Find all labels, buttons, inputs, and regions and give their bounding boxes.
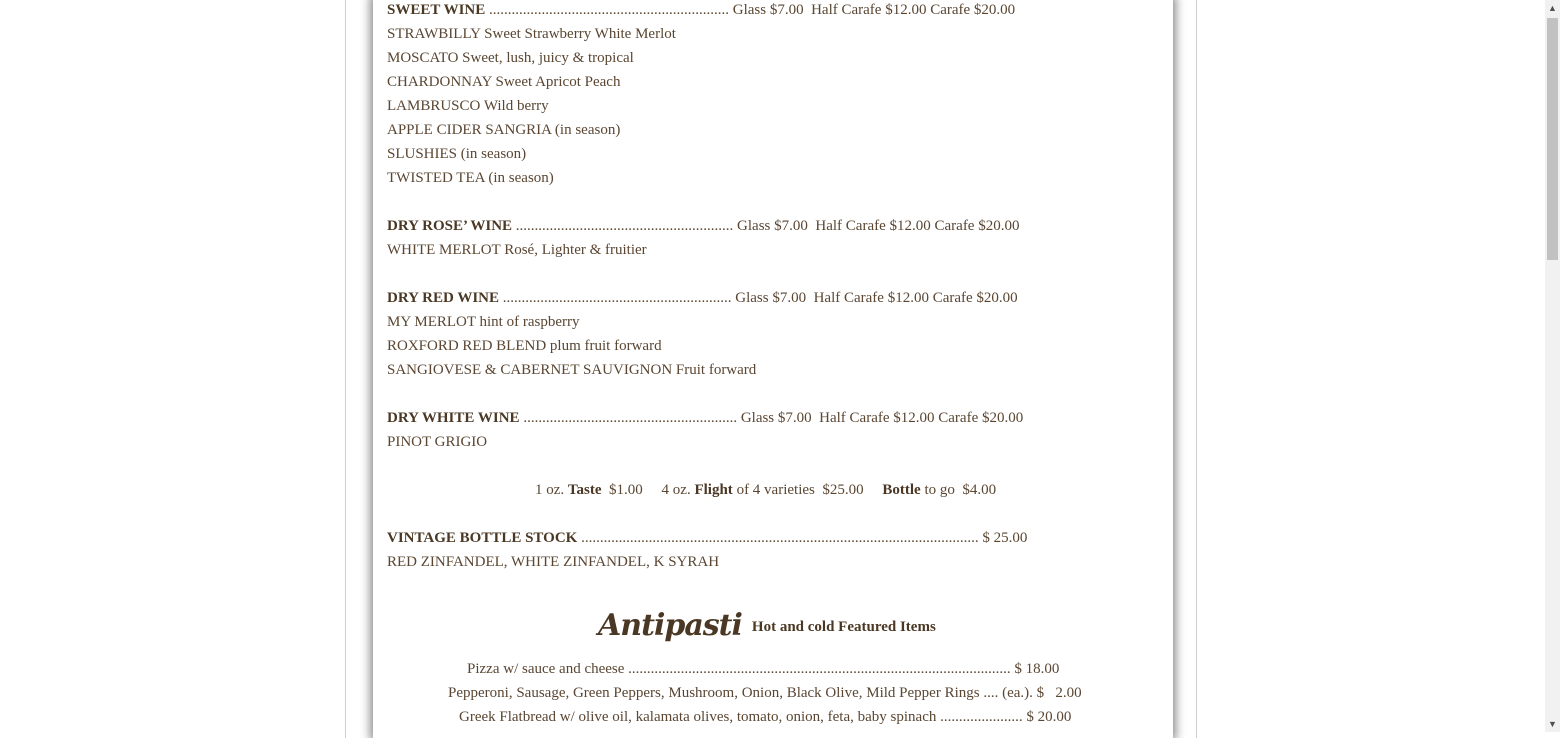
flight-price: of 4 varieties $25.00 [732, 482, 864, 498]
section-header-white-wine [387, 408, 1023, 428]
antipasti-subtitle: Hot and cold Featured Items [751, 619, 936, 635]
section-title: DRY ROSE’ WINE [387, 218, 513, 234]
menu-item: LAMBRUSCO Wild berry [387, 98, 549, 114]
menu-item: Pizza w/ sauce and cheese ...................................................................................................... $ 18.00 [467, 661, 1060, 677]
antipasti-script-title: Antipasti [598, 608, 742, 643]
leader-dots: .......................................................................................................... [581, 530, 979, 546]
menu-item: STRAWBILLY Sweet Strawberry White Merlot [387, 26, 676, 42]
vertical-scrollbar[interactable] [1545, 0, 1560, 732]
price-text: Glass $7.00 Half Carafe $12.00 Carafe $20.00 [735, 290, 1018, 306]
menu-item: SLUSHIES (in season) [387, 146, 527, 162]
section-title: DRY RED WINE [387, 290, 499, 306]
menu-item: TWISTED TEA (in season) [387, 170, 554, 186]
price-text: Glass $7.00 Half Carafe $12.00 Carafe $20.00 [737, 218, 1020, 234]
menu-item: CHARDONNAY Sweet Apricot Peach [387, 74, 621, 90]
scroll-up-icon[interactable]: ▲ [1548, 3, 1557, 13]
section-header-vintage [387, 528, 1027, 548]
section-title: VINTAGE BOTTLE STOCK [387, 530, 578, 546]
taste-price: $1.00 [601, 482, 643, 498]
menu-item: WHITE MERLOT Rosé, Lighter & fruitier [387, 242, 647, 258]
leader-dots: ................................................................ [489, 2, 729, 18]
section-header-rose-wine [387, 216, 1019, 236]
menu-item: ROXFORD RED BLEND plum fruit forward [387, 338, 662, 354]
price-text: Glass $7.00 Half Carafe $12.00 Carafe $20.00 [740, 410, 1024, 426]
flight-label: 4 oz. [661, 482, 695, 498]
bottle-bold: Bottle [882, 482, 921, 498]
menu-item: Greek Flatbread w/ olive oil, kalamata olives, tomato, onion, feta, baby spinach ...................... $ 20.00 [459, 709, 1072, 725]
menu-item: RED ZINFANDEL, WHITE ZINFANDEL, K SYRAH [387, 554, 720, 570]
scroll-thumb[interactable] [1547, 18, 1558, 260]
leader-dots: ............................................................. [502, 290, 732, 306]
taste-label: 1 oz. [535, 482, 568, 498]
section-header-red-wine [387, 288, 1018, 308]
leader-dots: .......................................................... [515, 218, 734, 234]
bottle-price: to go $4.00 [920, 482, 997, 498]
price-text: $ 25.00 [982, 530, 1028, 546]
menu-item: MOSCATO Sweet, lush, juicy & tropical [387, 50, 634, 66]
menu-item: APPLE CIDER SANGRIA (in season) [387, 122, 621, 138]
section-title: SWEET WINE [387, 2, 486, 18]
tasting-options [535, 480, 996, 500]
section-header-sweet-wine [387, 0, 1015, 20]
menu-item: Pepperoni, Sausage, Green Peppers, Mushroom, Onion, Black Olive, Mild Pepper Rings .... (ea.). $ 2.00 [448, 685, 1082, 701]
flight-bold: Flight [694, 482, 733, 498]
leader-dots: ......................................................... [523, 410, 738, 426]
price-text: Glass $7.00 Half Carafe $12.00 Carafe $20.00 [732, 2, 1016, 18]
menu-item: MY MERLOT hint of raspberry [387, 314, 580, 330]
antipasti-header [598, 608, 936, 643]
spacer [864, 482, 883, 498]
menu-item: SANGIOVESE & CABERNET SAUVIGNON Fruit forward [387, 362, 757, 378]
section-title: DRY WHITE WINE [387, 410, 520, 426]
taste-bold: Taste [567, 482, 602, 498]
menu-item: PINOT GRIGIO [387, 434, 488, 450]
spacer [643, 482, 662, 498]
scroll-down-icon[interactable]: ▼ [1548, 719, 1557, 729]
